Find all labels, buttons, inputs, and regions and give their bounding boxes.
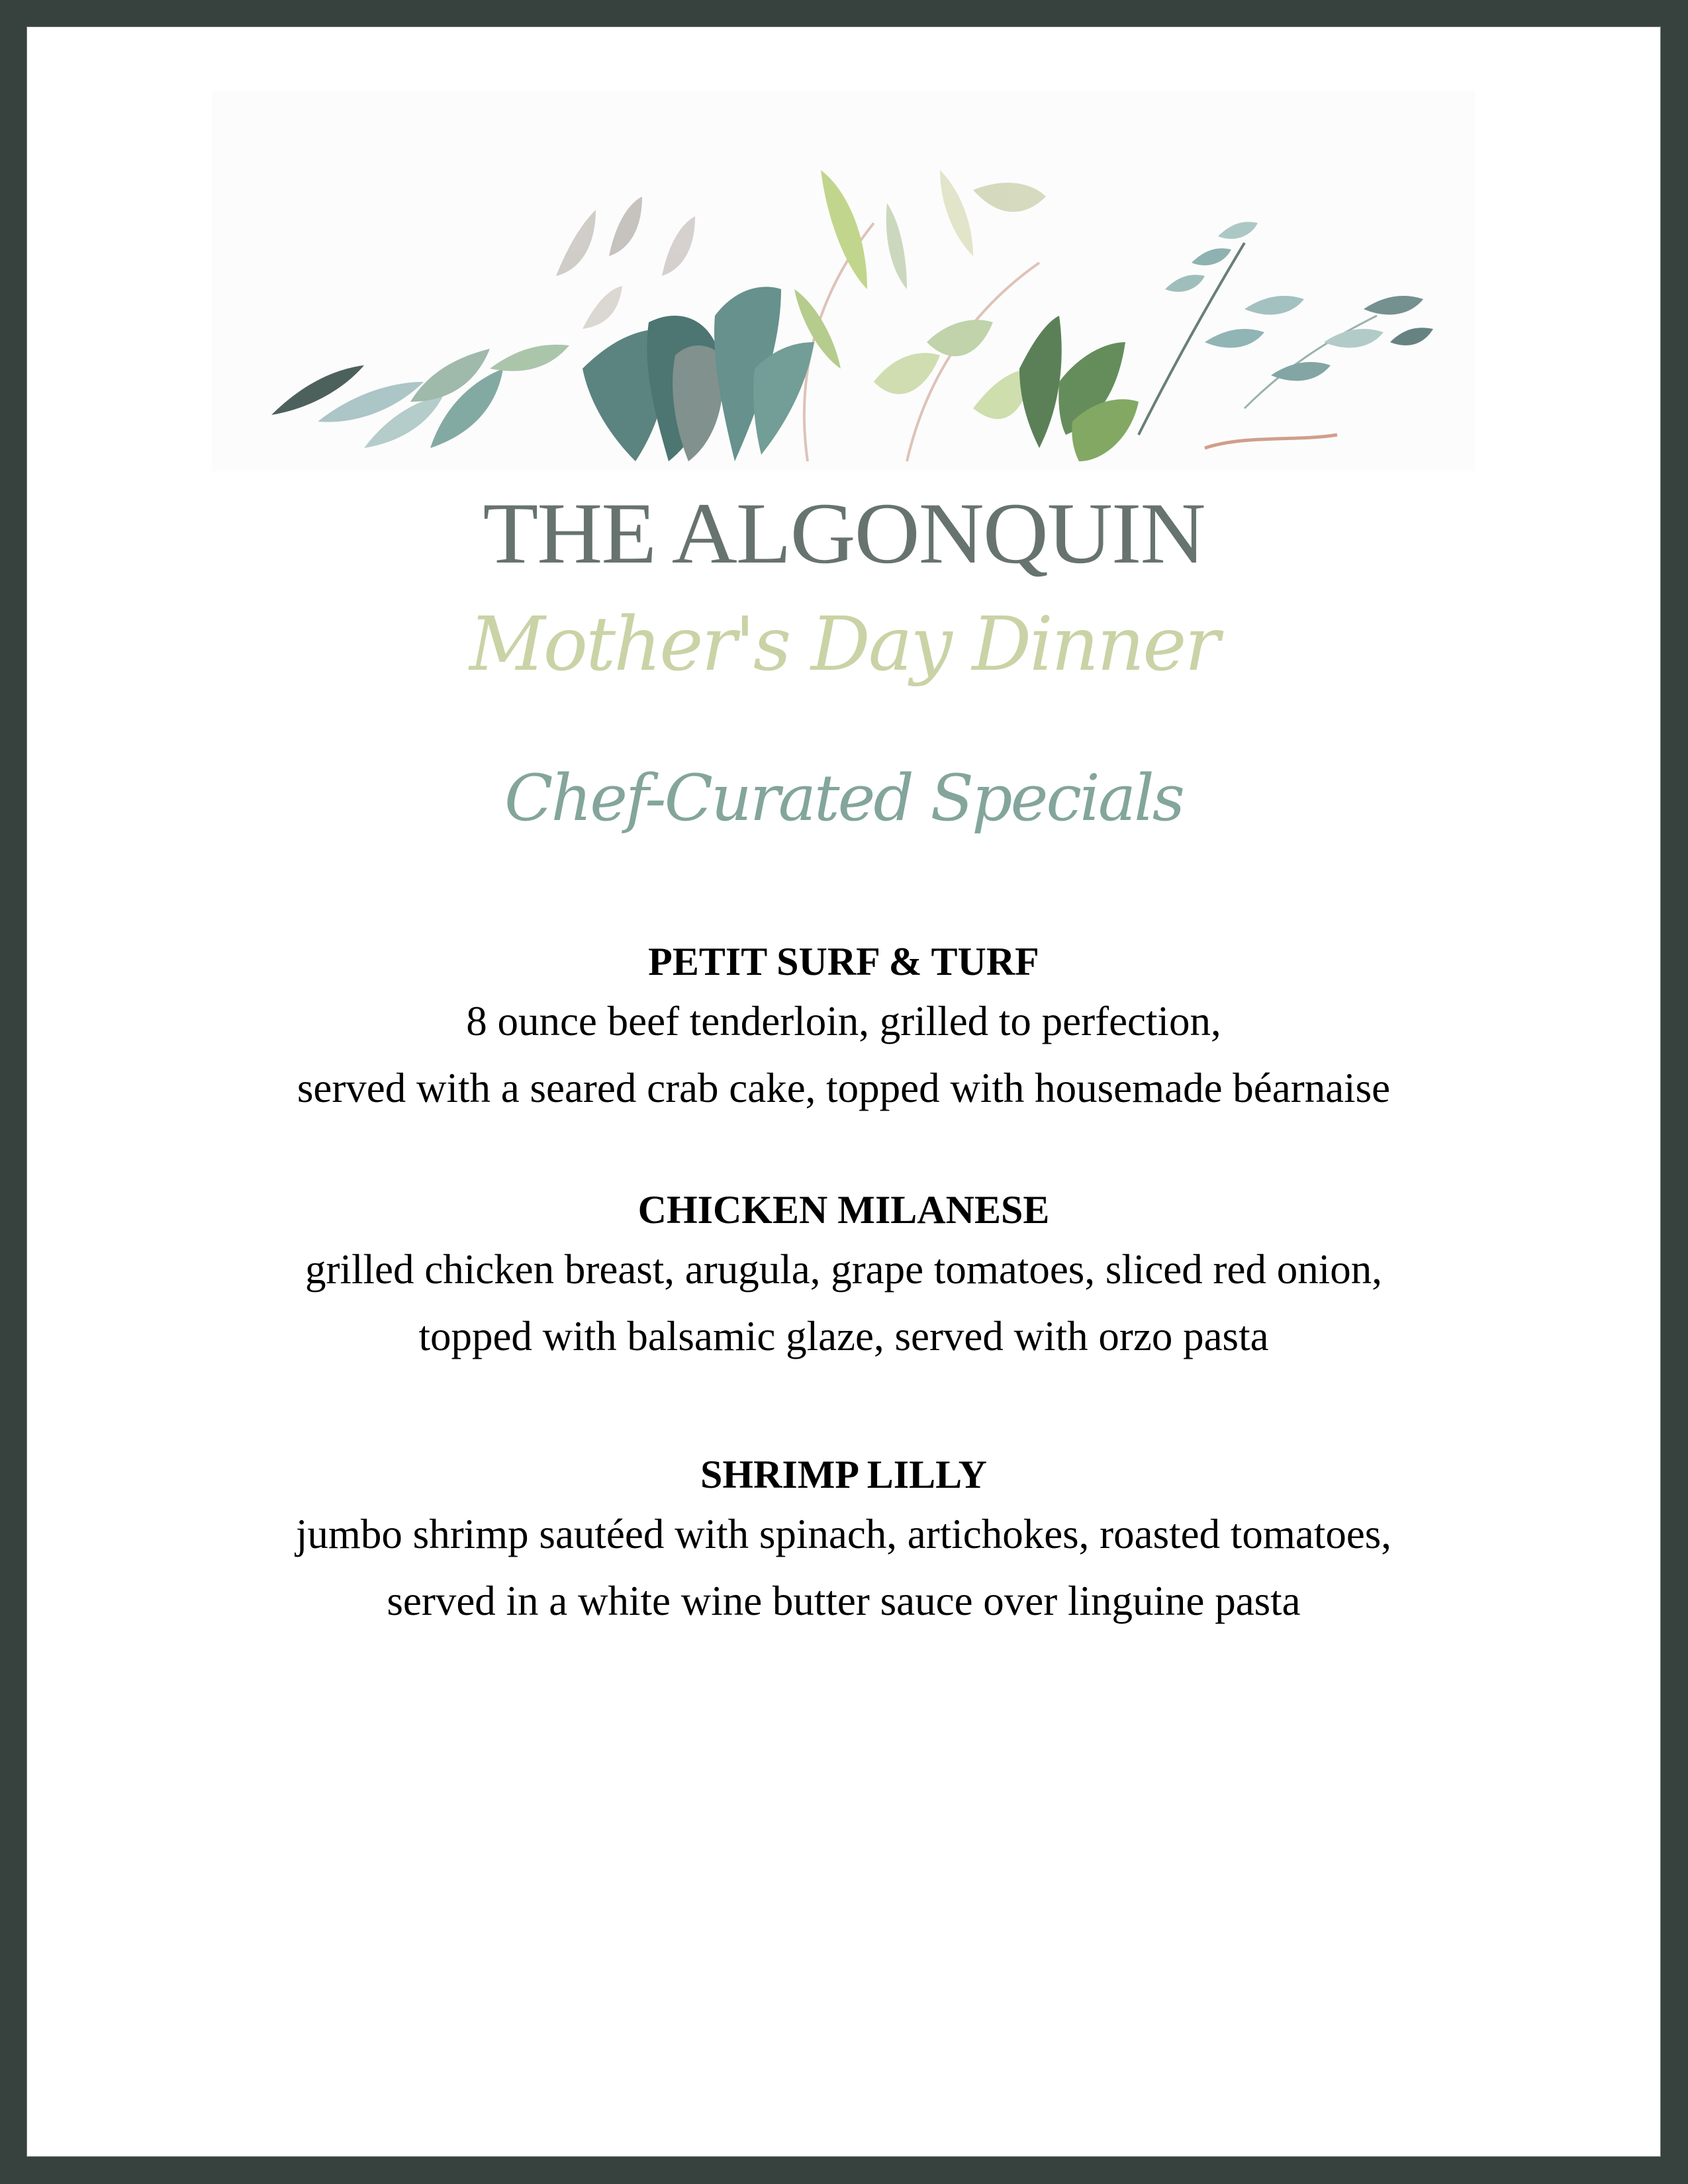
event-title: Mother's Day Dinner — [469, 602, 1219, 688]
watercolor-foliage-icon — [212, 91, 1475, 471]
menu-item — [27, 1448, 1660, 1635]
restaurant-name: THE ALGONQUIN — [483, 484, 1205, 582]
menu-item-description-line: served with a seared crab cake, topped with housemade béarnaise — [297, 1065, 1391, 1111]
menu-item — [27, 1183, 1660, 1370]
menu-item-description-line: topped with balsamic glaze, served with orzo pasta — [418, 1313, 1269, 1359]
foliage-banner — [212, 91, 1475, 471]
menu-item-description-line: served in a white wine butter sauce over linguine pasta — [387, 1578, 1301, 1624]
menu-item-description-line: 8 ounce beef tenderloin, grilled to perfection, — [466, 998, 1221, 1044]
section-title: Chef-Curated Specials — [504, 761, 1184, 835]
menu-item-name: PETIT SURF & TURF — [648, 940, 1039, 983]
menu-item-name: SHRIMP LILLY — [700, 1453, 987, 1496]
menu-page — [27, 27, 1660, 2156]
menu-item-description-line: grilled chicken breast, arugula, grape tomatoes, sliced red onion, — [305, 1246, 1382, 1293]
menu-item — [27, 935, 1660, 1122]
menu-item-name: CHICKEN MILANESE — [637, 1188, 1050, 1232]
menu-item-description-line: jumbo shrimp sautéed with spinach, artichokes, roasted tomatoes, — [295, 1511, 1392, 1557]
